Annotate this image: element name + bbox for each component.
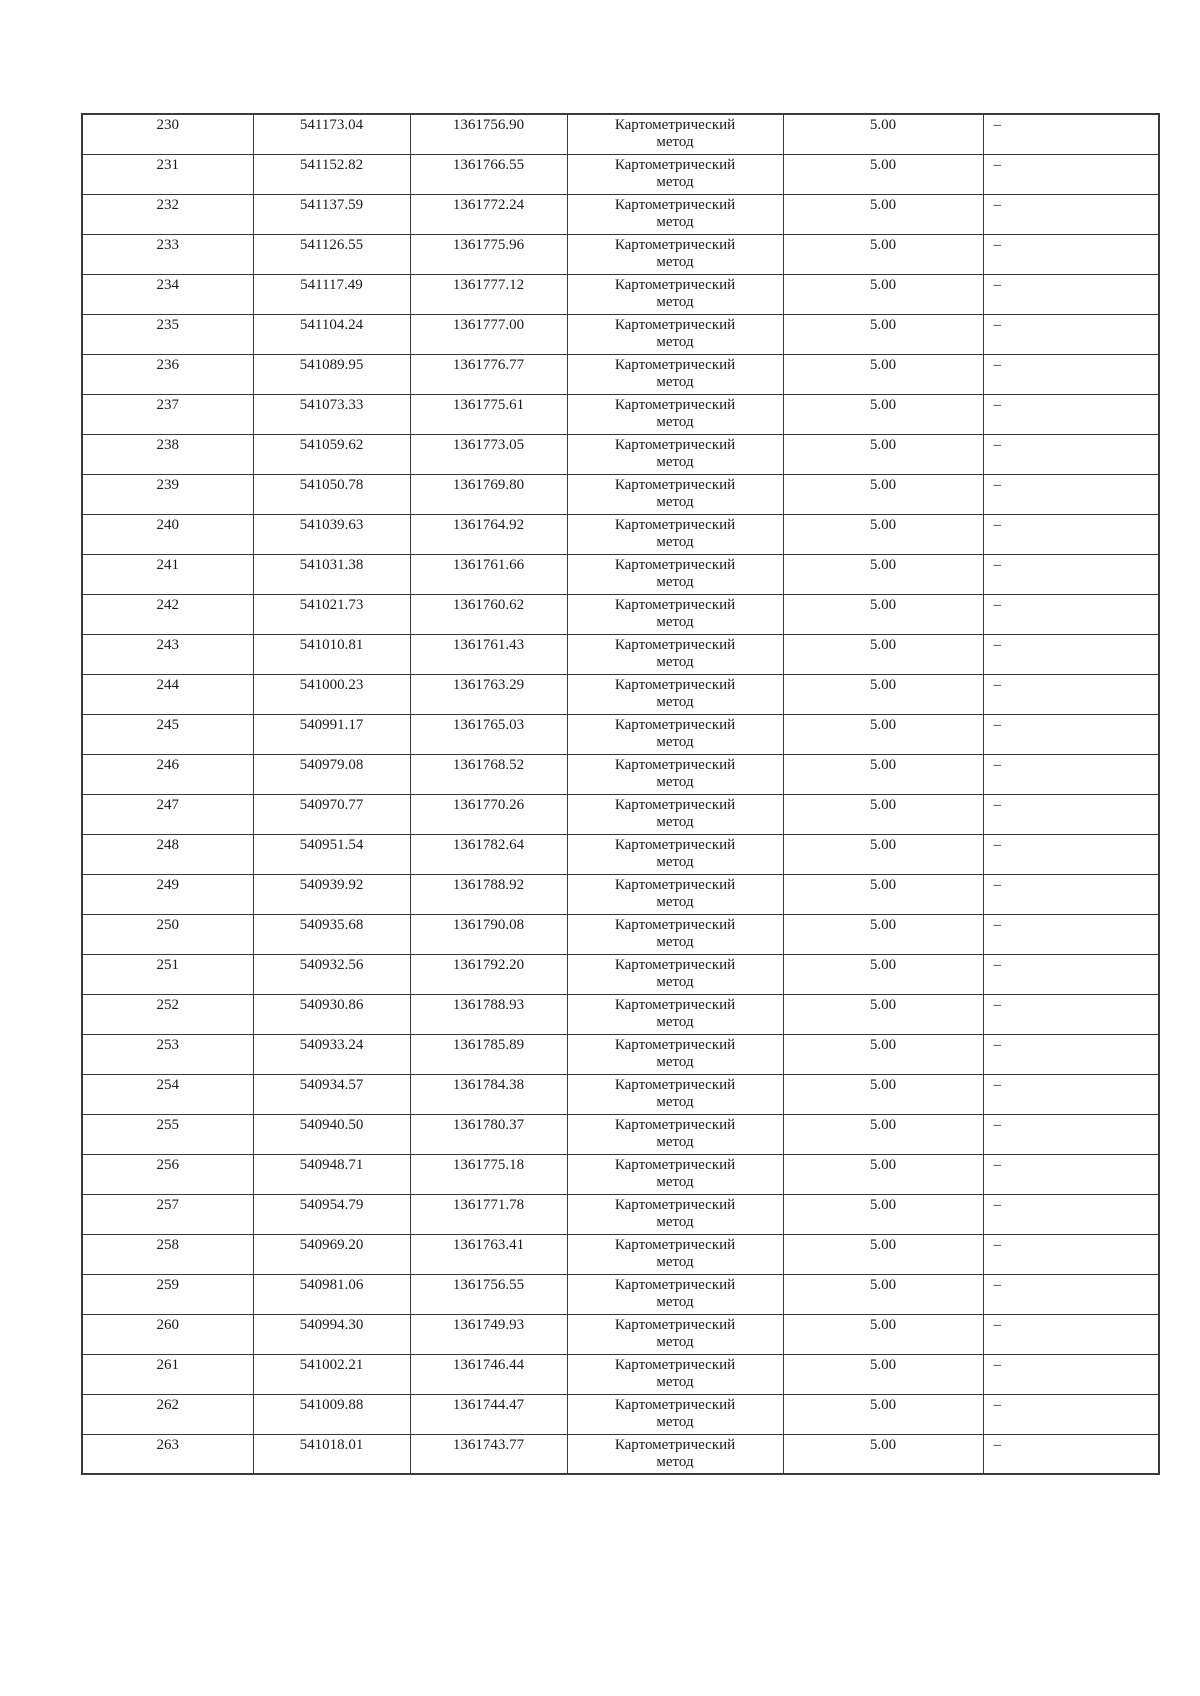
accuracy-cell: 5.00 [783,874,983,914]
y-coordinate-cell: 1361773.05 [410,434,567,474]
method-text: Картометрический метод [614,476,736,510]
point-number-cell: 250 [82,914,253,954]
method-text: Картометрический метод [614,1316,736,1350]
method-cell [567,394,783,434]
note-cell: – [983,754,1159,794]
accuracy-cell: 5.00 [783,794,983,834]
note-cell: – [983,1434,1159,1474]
y-coordinate-cell: 1361784.38 [410,1074,567,1114]
note-cell: – [983,674,1159,714]
table-row [82,154,1159,194]
x-coordinate-cell: 540948.71 [253,1154,410,1194]
x-coordinate-cell: 540940.50 [253,1114,410,1154]
table-row [82,1354,1159,1394]
accuracy-cell: 5.00 [783,514,983,554]
y-coordinate-cell: 1361765.03 [410,714,567,754]
accuracy-cell: 5.00 [783,1234,983,1274]
table-row [82,1274,1159,1314]
method-text: Картометрический метод [614,236,736,270]
accuracy-cell: 5.00 [783,314,983,354]
table-row [82,1074,1159,1114]
note-cell: – [983,1034,1159,1074]
point-number-cell: 246 [82,754,253,794]
table-row [82,234,1159,274]
point-number-cell: 238 [82,434,253,474]
coordinates-table-body [82,114,1159,1474]
method-text: Картометрический метод [614,1076,736,1110]
y-coordinate-cell: 1361776.77 [410,354,567,394]
note-cell: – [983,1354,1159,1394]
table-row [82,474,1159,514]
x-coordinate-cell: 540991.17 [253,714,410,754]
y-coordinate-cell: 1361746.44 [410,1354,567,1394]
y-coordinate-cell: 1361782.64 [410,834,567,874]
note-cell: – [983,594,1159,634]
method-text: Картометрический метод [614,956,736,990]
point-number-cell: 236 [82,354,253,394]
x-coordinate-cell: 541059.62 [253,434,410,474]
method-text: Картометрический метод [614,276,736,310]
method-text: Картометрический метод [614,356,736,390]
note-cell: – [983,154,1159,194]
method-cell [567,234,783,274]
method-cell [567,114,783,154]
method-text: Картометрический метод [614,436,736,470]
note-cell: – [983,1234,1159,1274]
accuracy-cell: 5.00 [783,1394,983,1434]
method-cell [567,914,783,954]
accuracy-cell: 5.00 [783,1354,983,1394]
method-text: Картометрический метод [614,516,736,550]
point-number-cell: 244 [82,674,253,714]
note-cell: – [983,434,1159,474]
x-coordinate-cell: 541021.73 [253,594,410,634]
method-cell [567,754,783,794]
accuracy-cell: 5.00 [783,234,983,274]
point-number-cell: 253 [82,1034,253,1074]
y-coordinate-cell: 1361763.29 [410,674,567,714]
note-cell: – [983,914,1159,954]
method-cell [567,1434,783,1474]
method-text: Картометрический метод [614,756,736,790]
x-coordinate-cell: 540979.08 [253,754,410,794]
point-number-cell: 235 [82,314,253,354]
point-number-cell: 245 [82,714,253,754]
point-number-cell: 263 [82,1434,253,1474]
table-row [82,394,1159,434]
table-row [82,554,1159,594]
y-coordinate-cell: 1361763.41 [410,1234,567,1274]
accuracy-cell: 5.00 [783,1194,983,1234]
accuracy-cell: 5.00 [783,634,983,674]
x-coordinate-cell: 541089.95 [253,354,410,394]
method-cell [567,474,783,514]
point-number-cell: 254 [82,1074,253,1114]
table-row [82,1114,1159,1154]
y-coordinate-cell: 1361771.78 [410,1194,567,1234]
accuracy-cell: 5.00 [783,274,983,314]
table-row [82,794,1159,834]
note-cell: – [983,1114,1159,1154]
table-row [82,674,1159,714]
point-number-cell: 255 [82,1114,253,1154]
point-number-cell: 242 [82,594,253,634]
accuracy-cell: 5.00 [783,1274,983,1314]
table-row [82,634,1159,674]
y-coordinate-cell: 1361788.93 [410,994,567,1034]
point-number-cell: 240 [82,514,253,554]
method-cell [567,434,783,474]
accuracy-cell: 5.00 [783,594,983,634]
x-coordinate-cell: 540930.86 [253,994,410,1034]
method-cell [567,1314,783,1354]
point-number-cell: 260 [82,1314,253,1354]
x-coordinate-cell: 541152.82 [253,154,410,194]
table-row [82,994,1159,1034]
method-text: Картометрический метод [614,1196,736,1230]
point-number-cell: 230 [82,114,253,154]
note-cell: – [983,394,1159,434]
table-row [82,1234,1159,1274]
method-text: Картометрический метод [614,716,736,750]
x-coordinate-cell: 540994.30 [253,1314,410,1354]
table-row [82,1314,1159,1354]
x-coordinate-cell: 540970.77 [253,794,410,834]
point-number-cell: 256 [82,1154,253,1194]
note-cell: – [983,514,1159,554]
method-cell [567,1074,783,1114]
table-row [82,1194,1159,1234]
accuracy-cell: 5.00 [783,1154,983,1194]
point-number-cell: 239 [82,474,253,514]
x-coordinate-cell: 540969.20 [253,1234,410,1274]
method-cell [567,1034,783,1074]
y-coordinate-cell: 1361756.90 [410,114,567,154]
method-cell [567,1114,783,1154]
y-coordinate-cell: 1361743.77 [410,1434,567,1474]
method-cell [567,274,783,314]
method-cell [567,834,783,874]
accuracy-cell: 5.00 [783,914,983,954]
point-number-cell: 258 [82,1234,253,1274]
note-cell: – [983,474,1159,514]
accuracy-cell: 5.00 [783,1074,983,1114]
method-text: Картометрический метод [614,1356,736,1390]
accuracy-cell: 5.00 [783,754,983,794]
y-coordinate-cell: 1361775.18 [410,1154,567,1194]
accuracy-cell: 5.00 [783,194,983,234]
method-cell [567,154,783,194]
note-cell: – [983,554,1159,594]
method-cell [567,554,783,594]
table-row [82,834,1159,874]
method-text: Картометрический метод [614,196,736,230]
point-number-cell: 251 [82,954,253,994]
y-coordinate-cell: 1361766.55 [410,154,567,194]
method-cell [567,1274,783,1314]
y-coordinate-cell: 1361749.93 [410,1314,567,1354]
note-cell: – [983,1194,1159,1234]
accuracy-cell: 5.00 [783,114,983,154]
method-cell [567,1354,783,1394]
method-cell [567,354,783,394]
point-number-cell: 248 [82,834,253,874]
x-coordinate-cell: 541173.04 [253,114,410,154]
method-text: Картометрический метод [614,916,736,950]
accuracy-cell: 5.00 [783,714,983,754]
y-coordinate-cell: 1361777.12 [410,274,567,314]
y-coordinate-cell: 1361792.20 [410,954,567,994]
method-text: Картометрический метод [614,1236,736,1270]
method-text: Картометрический метод [614,1116,736,1150]
y-coordinate-cell: 1361775.61 [410,394,567,434]
table-row [82,914,1159,954]
method-text: Картометрический метод [614,1436,736,1470]
x-coordinate-cell: 541010.81 [253,634,410,674]
note-cell: – [983,1154,1159,1194]
accuracy-cell: 5.00 [783,1434,983,1474]
method-cell [567,1394,783,1434]
method-text: Картометрический метод [614,876,736,910]
y-coordinate-cell: 1361772.24 [410,194,567,234]
x-coordinate-cell: 540932.56 [253,954,410,994]
y-coordinate-cell: 1361770.26 [410,794,567,834]
method-cell [567,794,783,834]
method-text: Картометрический метод [614,676,736,710]
accuracy-cell: 5.00 [783,674,983,714]
x-coordinate-cell: 541126.55 [253,234,410,274]
method-cell [567,874,783,914]
method-cell [567,1154,783,1194]
method-cell [567,994,783,1034]
note-cell: – [983,1314,1159,1354]
table-row [82,194,1159,234]
y-coordinate-cell: 1361790.08 [410,914,567,954]
point-number-cell: 232 [82,194,253,234]
table-row [82,754,1159,794]
method-text: Картометрический метод [614,556,736,590]
y-coordinate-cell: 1361761.43 [410,634,567,674]
y-coordinate-cell: 1361769.80 [410,474,567,514]
x-coordinate-cell: 541009.88 [253,1394,410,1434]
table-row [82,114,1159,154]
point-number-cell: 261 [82,1354,253,1394]
note-cell: – [983,874,1159,914]
table-row [82,1034,1159,1074]
note-cell: – [983,834,1159,874]
method-text: Картометрический метод [614,396,736,430]
accuracy-cell: 5.00 [783,434,983,474]
method-cell [567,634,783,674]
table-row [82,1154,1159,1194]
note-cell: – [983,234,1159,274]
x-coordinate-cell: 540939.92 [253,874,410,914]
y-coordinate-cell: 1361780.37 [410,1114,567,1154]
note-cell: – [983,634,1159,674]
table-row [82,1394,1159,1434]
accuracy-cell: 5.00 [783,1114,983,1154]
point-number-cell: 249 [82,874,253,914]
accuracy-cell: 5.00 [783,354,983,394]
x-coordinate-cell: 540933.24 [253,1034,410,1074]
point-number-cell: 231 [82,154,253,194]
method-cell [567,1234,783,1274]
method-text: Картометрический метод [614,1036,736,1070]
note-cell: – [983,1274,1159,1314]
note-cell: – [983,314,1159,354]
table-row [82,1434,1159,1474]
method-text: Картометрический метод [614,996,736,1030]
x-coordinate-cell: 540954.79 [253,1194,410,1234]
point-number-cell: 259 [82,1274,253,1314]
y-coordinate-cell: 1361756.55 [410,1274,567,1314]
y-coordinate-cell: 1361744.47 [410,1394,567,1434]
accuracy-cell: 5.00 [783,554,983,594]
accuracy-cell: 5.00 [783,394,983,434]
y-coordinate-cell: 1361768.52 [410,754,567,794]
table-row [82,874,1159,914]
accuracy-cell: 5.00 [783,1034,983,1074]
accuracy-cell: 5.00 [783,1314,983,1354]
accuracy-cell: 5.00 [783,154,983,194]
table-row [82,514,1159,554]
method-text: Картометрический метод [614,636,736,670]
method-cell [567,514,783,554]
y-coordinate-cell: 1361777.00 [410,314,567,354]
accuracy-cell: 5.00 [783,954,983,994]
x-coordinate-cell: 540935.68 [253,914,410,954]
table-row [82,274,1159,314]
point-number-cell: 237 [82,394,253,434]
note-cell: – [983,1074,1159,1114]
point-number-cell: 247 [82,794,253,834]
point-number-cell: 233 [82,234,253,274]
x-coordinate-cell: 540981.06 [253,1274,410,1314]
point-number-cell: 257 [82,1194,253,1234]
table-row [82,714,1159,754]
point-number-cell: 234 [82,274,253,314]
method-cell [567,714,783,754]
note-cell: – [983,714,1159,754]
note-cell: – [983,274,1159,314]
table-row [82,314,1159,354]
note-cell: – [983,1394,1159,1434]
method-cell [567,1194,783,1234]
x-coordinate-cell: 541018.01 [253,1434,410,1474]
x-coordinate-cell: 541104.24 [253,314,410,354]
y-coordinate-cell: 1361785.89 [410,1034,567,1074]
y-coordinate-cell: 1361760.62 [410,594,567,634]
method-cell [567,314,783,354]
point-number-cell: 241 [82,554,253,594]
note-cell: – [983,994,1159,1034]
accuracy-cell: 5.00 [783,994,983,1034]
x-coordinate-cell: 541137.59 [253,194,410,234]
point-number-cell: 243 [82,634,253,674]
x-coordinate-cell: 541002.21 [253,1354,410,1394]
method-cell [567,954,783,994]
x-coordinate-cell: 541039.63 [253,514,410,554]
point-number-cell: 262 [82,1394,253,1434]
method-text: Картометрический метод [614,316,736,350]
method-text: Картометрический метод [614,117,736,150]
method-text: Картометрический метод [614,596,736,630]
accuracy-cell: 5.00 [783,834,983,874]
note-cell: – [983,114,1159,154]
method-text: Картометрический метод [614,1396,736,1430]
x-coordinate-cell: 541117.49 [253,274,410,314]
method-cell [567,194,783,234]
x-coordinate-cell: 541050.78 [253,474,410,514]
method-text: Картометрический метод [614,1156,736,1190]
y-coordinate-cell: 1361775.96 [410,234,567,274]
point-number-cell: 252 [82,994,253,1034]
method-text: Картометрический метод [614,1276,736,1310]
x-coordinate-cell: 540934.57 [253,1074,410,1114]
y-coordinate-cell: 1361788.92 [410,874,567,914]
note-cell: – [983,954,1159,994]
table-row [82,594,1159,634]
note-cell: – [983,194,1159,234]
method-text: Картометрический метод [614,836,736,870]
method-text: Картометрический метод [614,156,736,190]
table-row [82,354,1159,394]
x-coordinate-cell: 541073.33 [253,394,410,434]
accuracy-cell: 5.00 [783,474,983,514]
note-cell: – [983,794,1159,834]
note-cell: – [983,354,1159,394]
table-row [82,434,1159,474]
y-coordinate-cell: 1361764.92 [410,514,567,554]
x-coordinate-cell: 540951.54 [253,834,410,874]
method-text: Картометрический метод [614,796,736,830]
coordinates-table [81,113,1160,1475]
x-coordinate-cell: 541031.38 [253,554,410,594]
x-coordinate-cell: 541000.23 [253,674,410,714]
method-cell [567,594,783,634]
method-cell [567,674,783,714]
table-row [82,954,1159,994]
y-coordinate-cell: 1361761.66 [410,554,567,594]
